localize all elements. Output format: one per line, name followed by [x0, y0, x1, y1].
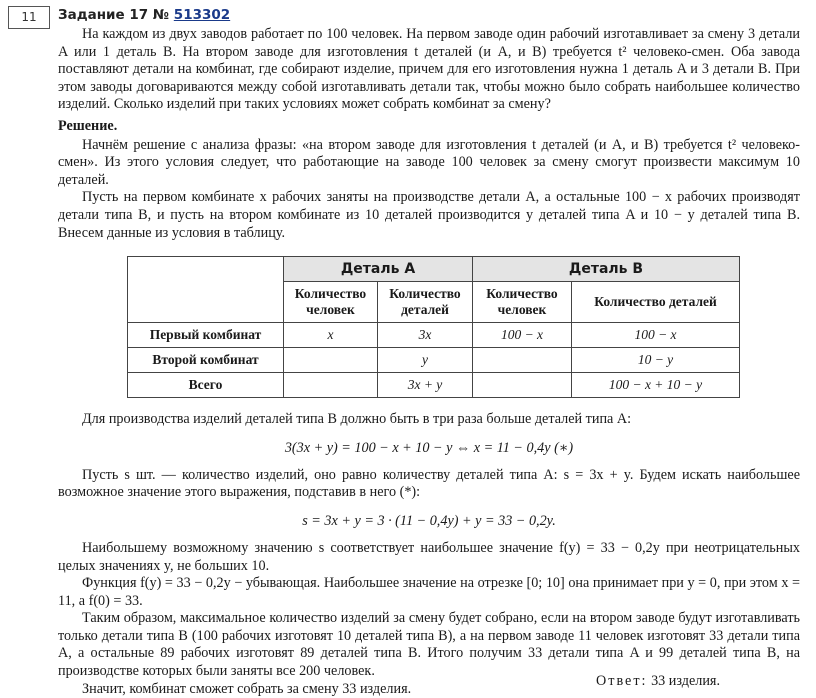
sub-header: Количество деталей: [378, 282, 473, 323]
solution-title: Решение.: [58, 117, 118, 134]
solution-paragraph-8: Значит, комбинат сможет собрать за смену 33 изделия.: [82, 680, 412, 697]
conclusion-row: [58, 672, 800, 698]
formula-1: 3(3x + y) = 100 − x + 10 − y ⇔ x = 11 − 0,4y (∗): [284, 439, 574, 456]
table-cell: 100 − x + 10 − y: [572, 373, 740, 398]
table-cell: y: [378, 348, 473, 373]
sub-header: Количество человек: [284, 282, 378, 323]
sub-header: Количество деталей: [572, 282, 740, 323]
row-label: Первый комбинат: [128, 323, 284, 348]
solution-paragraph-5: Наибольшему возможному значению s соответствует наибольшее значение f(y) = 33 − 0,2y при неотрицательных целых значениях y, не больших 10.: [58, 539, 800, 574]
table-cell: 3x: [378, 323, 473, 348]
solution-paragraph-1: Начнём решение с анализа фразы: «на втором заводе для изготовления t деталей (и A, и B) требуется t² человеко-смен». Из этого условия следует, что работающие на заводе 100 человек за смену смогут произвести максимум 10 деталей.: [58, 136, 800, 188]
task-id-link[interactable]: 513302: [173, 7, 231, 23]
table-row: [128, 373, 740, 398]
table-row: [128, 348, 740, 373]
group-header-b: Деталь B: [473, 257, 740, 282]
task-number-box: 11: [8, 6, 50, 29]
task-header: [58, 7, 230, 23]
solution-paragraph-3: Для производства изделий деталей типа B должно быть в три раза больше деталей типа A:: [82, 411, 632, 428]
table-cell: [473, 373, 572, 398]
task-label: Задание 17 №: [58, 7, 170, 23]
row-label: Второй комбинат: [128, 348, 284, 373]
table-cell: 10 − y: [572, 348, 740, 373]
table-cell: 3x + y: [378, 373, 473, 398]
solution-paragraph-7: Таким образом, максимальное количество изделий за смену будет собрано, если на втором заводе будут изготавливать только детали типа B (100 рабочих изготовят 10 деталей типа B), а на первом заводе 11 человек изготовят 33 детали типа A, а остальные 89 рабочих изготовят 89 деталей типа B. Итого получим 33 детали типа A и 99 деталей типа B, на производстве которых были заняты все 200 человек.: [58, 610, 800, 680]
formula-2: s = 3x + y = 3 · (11 − 0,4y) + y = 33 − 0,2y.: [302, 512, 556, 529]
answer-label: Ответ:: [596, 672, 648, 689]
answer: [596, 673, 720, 690]
group-header-a: Деталь A: [284, 257, 473, 282]
solution-paragraph-2: Пусть на первом комбинате x рабочих заняты на производстве детали A, а остальные 100 − x рабочих производят детали типа B, и пусть на втором комбинате из 10 деталей производится y деталей типа A и 10 − y деталей типа B. Внесем данные из условия в таблицу.: [58, 189, 800, 241]
table-cell: 100 − x: [473, 323, 572, 348]
table-cell: [284, 373, 378, 398]
task-content: [58, 26, 800, 698]
sub-header: Количество человек: [473, 282, 572, 323]
table-row: [128, 323, 740, 348]
data-table: [127, 256, 740, 398]
solution-paragraph-4: Пусть s шт. — количество изделий, оно равно количеству деталей типа A: s = 3x + y. Будем искать наибольшее возможное значение этого выражения, подставив в него (*):: [58, 466, 800, 501]
answer-value: 33 изделия.: [651, 672, 720, 689]
table-cell: [473, 348, 572, 373]
table-cell: x: [284, 323, 378, 348]
table-cell: 100 − x: [572, 323, 740, 348]
problem-text: На каждом из двух заводов работает по 100 человек. На первом заводе один рабочий изготавливает за смену 3 детали A или 1 деталь B. На втором заводе для изготовления t деталей (и A, и B) требуется t² человеко-смен. Оба завода поставляют детали на комбинат, где собирают изделие, причем для его изготовления нужна 1 деталь A и 3 детали B. При этом заводы договариваются между собой изготавливать детали так, чтобы можно было собрать наибольшее количество изделий. Сколько изделий при таких условиях может собрать комбинат за смену?: [58, 26, 800, 113]
table-cell: [284, 348, 378, 373]
row-label: Всего: [128, 373, 284, 398]
table-corner: [128, 257, 284, 323]
solution-paragraph-6: Функция f(y) = 33 − 0,2y − убывающая. Наибольшее значение на отрезке [0; 10] она принимает при y = 0, при этом x = 11, а f(0) = 33.: [58, 575, 800, 609]
